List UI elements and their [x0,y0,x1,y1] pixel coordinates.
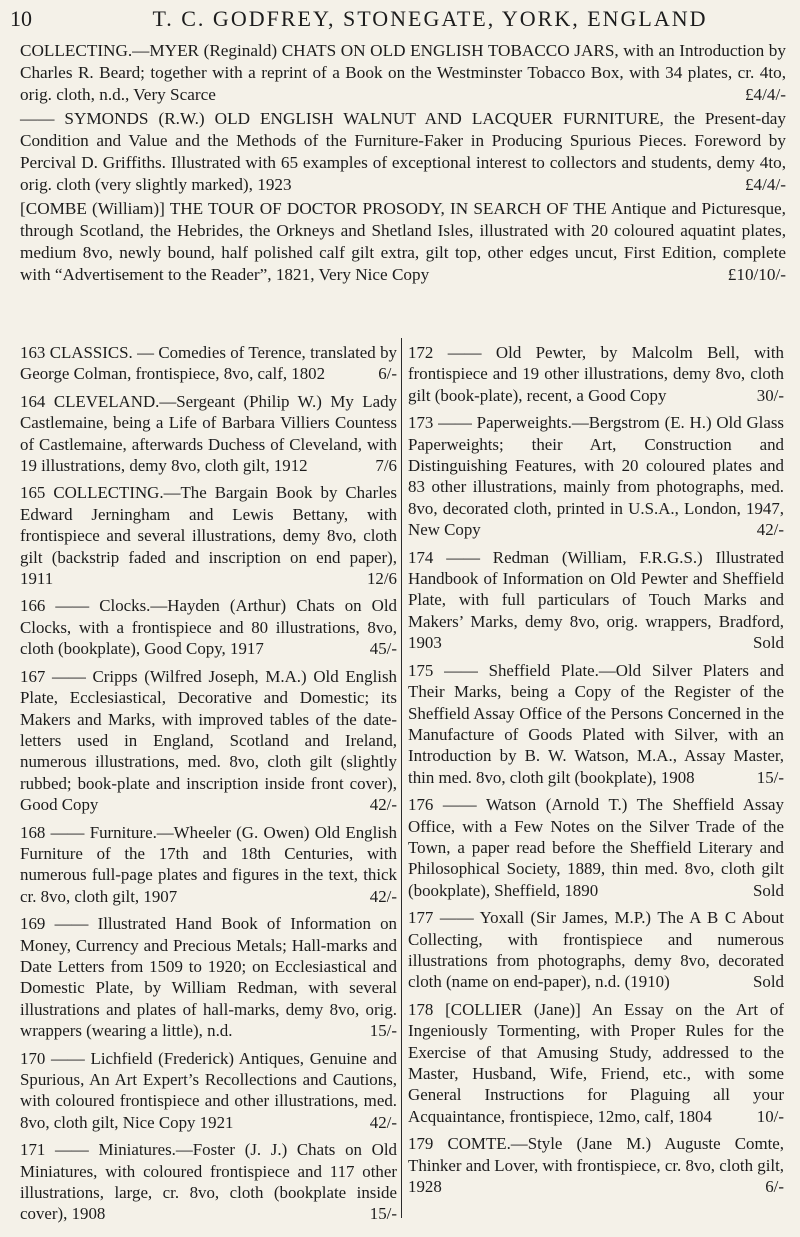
wide-entry [20,40,786,106]
page-header [10,4,790,38]
entry-heading: [COMBE (William)] THE TOUR OF DOCTOR PROSODY, IN SEARCH OF THE [20,199,607,218]
wide-entries [20,40,786,288]
page-number: 10 [10,6,32,31]
entry-price: 15/- [756,767,784,787]
entry-text: CLEVELAND.—Sergeant (Philip W.) My Lady Castlemaine, being a Life of Barbara Villiers Countess of Castlemaine, afterwards Duchess of Cleveland, with 19 illustrations, demy 8vo, cloth gilt, 1912 [20,391,397,476]
catalogue-entry [408,907,784,993]
entry-price: £4/4/- [744,85,786,104]
lot-number: 167 [20,666,46,686]
entry-body: an Introduction by Charles R. Beard; together with a reprint of a Book on the Westminster Tobacco Box, with 34 plates, cr. 4to, orig. cloth, n.d., Very Scarce [20,41,786,104]
lot-number: 177 [408,908,434,928]
entry-text: —— Furniture.—Wheeler (G. Owen) Old English Furniture of the 17th and 18th Centuries, with numerous full-page plates and figures in the text, thick cr. 8vo, cloth gilt, 1907 [20,822,397,906]
entry-price: 42/- [756,520,784,540]
entry-text: [COLLIER (Jane)] An Essay on the Art of Ingeniously Tormenting, with Proper Rules for the Exercise of that Amusing Study, addressed to the Master, Husband, Wife, Friend, etc., with some General Instructions for Plaguing all your Acquaintance, frontispiece, 12mo, calf, 1804 [408,999,784,1126]
wide-entry [20,198,786,286]
entry-text: CLASSICS. — Comedies of Terence, translated by George Colman, frontispiece, 8vo, calf, 1802 [20,343,397,384]
running-head: T. C. GODFREY, STONEGATE, YORK, ENGLAND [152,6,708,31]
lot-number: 175 [408,660,434,680]
entry-text: —— Lichfield (Frederick) Antiques, Genuine and Spurious, An Art Expert’s Recollections and Cautions, with coloured frontispiece and other illustrations, med. 8vo, cloth gilt, Nice Copy 1921 [20,1048,397,1132]
entry-price: 45/- [369,639,397,659]
entry-price: Sold [753,972,784,992]
entry-price: 7/6 [375,456,397,476]
entry-text: —— Watson (Arnold T.) The Sheffield Assay Office, with a Few Notes on the Silver Trade of the Town, a paper read before the Sheffield Literary and Philosophical Society, 1889, thin med. 8vo, cloth gilt (bookplate), Sheffield, 1890 [408,795,784,900]
entry-text: —— Illustrated Hand Book of Information on Money, Currency and Precious Metals; Hall-marks and Date Letters from 1509 to 1920; on Ecclesiastical and Domestic Plate, by William Redman, with several illustrations and plates of hall-marks, demy 8vo, orig. wrappers (wearing a little), n.d. [20,914,397,1041]
lot-number: 164 [20,391,46,411]
lot-number: 163 [20,343,46,362]
catalogue-entry [20,391,397,477]
entry-text: COLLECTING.—The Bargain Book by Charles Edward Jerningham and Lewis Bettany, with frontispiece and several illustrations, demy 8vo, cloth gilt (backstrip faded and inscription on end paper), 1911 [20,483,397,589]
entry-text: —— Yoxall (Sir James, M.P.) The A B C About Collecting, with frontispiece and numerous illustrations from photographs, demy 8vo, decorated cloth (name on end-paper), n.d. (1910) [408,908,784,992]
entry-text: COMTE.—Style (Jane M.) Auguste Comte, Thinker and Lover, with frontispiece, cr. 8vo, cloth gilt, 1928 [408,1134,784,1197]
catalogue-entry [20,482,397,589]
wide-entry [20,108,786,196]
lot-number: 179 [408,1134,434,1154]
entry-price: £4/4/- [744,175,786,194]
catalogue-entry [408,1133,784,1197]
catalogue-entry [408,547,784,654]
entry-body: Antique and Picturesque, through Scotland, the Hebrides, the Orkneys and Shetland Isles, illustrated with 20 coloured aquatint plates, medium 8vo, newly bound, half polished calf gilt extra, gilt top, other edges uncut, First Edition, complete with “Advertisement to the Reader”, 1821, Very Nice Copy [20,199,786,284]
entry-price: 15/- [369,1204,397,1224]
entry-price: 15/- [369,1021,397,1041]
catalogue-entry [20,666,397,816]
entry-price: Sold [753,633,784,653]
entry-price: Sold [753,880,784,900]
right-column [408,342,784,1203]
left-column [20,342,397,1231]
entry-heading: —— SYMONDS (R.W.) OLD ENGLISH WALNUT AND LACQUER FURNITURE, the [20,109,695,128]
entry-price: 42/- [369,886,397,906]
lot-number: 176 [408,795,434,815]
catalogue-entry [20,595,397,659]
entry-text: —— Cripps (Wilfred Joseph, M.A.) Old English Plate, Ecclesiastical, Decorative and Domestic; its Makers and Marks, with improved tables of the date-letters used in England, Scotland and Ireland, numerous illustrations, med. 8vo, cloth gilt (slightly rubbed; book-plate and inscription inside front cover), Good Copy [20,666,397,815]
lot-number: 168 [20,822,46,842]
entry-text: —— Miniatures.—Foster (J. J.) Chats on Old Miniatures, with coloured frontispiece and 117 other illustrations, large, cr. 8vo, cloth (bookplate inside cover), 1908 [20,1140,397,1224]
lot-number: 174 [408,547,434,567]
lot-number: 169 [20,914,46,934]
entry-price: 6/- [378,364,397,384]
catalogue-entry [20,1139,397,1225]
lot-number: 165 [20,483,46,503]
catalogue-entry [20,1048,397,1134]
entry-heading: COLLECTING.—MYER (Reginald) CHATS ON OLD ENGLISH TOBACCO JARS, with [20,41,654,60]
entry-price: £10/10/- [727,265,786,284]
entry-price: 30/- [756,385,784,405]
entry-price: 42/- [369,1112,397,1132]
lot-number: 166 [20,596,46,616]
catalogue-entry [20,822,397,908]
catalogue-entry [408,412,784,540]
entry-text: —— Paperweights.—Bergstrom (E. H.) Old Glass Paperweights; their Art, Construction and Distinguishing Features, with 20 coloured plates and 83 other illustrations, mainly from photographs, med. 8vo, decorated cloth, printed in U.S.A., London, 1947, New Copy [408,413,784,540]
entry-text: —— Redman (William, F.R.G.S.) Illustrated Handbook of Information on Old Pewter and Sheffield Plate, with full particulars of Touch Marks and Makers’ Marks, demy 8vo, orig. wrappers, Bradford, 1903 [408,547,784,653]
entry-price: 42/- [369,795,397,815]
catalogue-entry [408,794,784,901]
catalogue-entry [20,913,397,1041]
catalogue-entry [408,342,784,406]
entry-price: 12/6 [366,569,397,589]
lot-number: 171 [20,1140,46,1160]
lot-number: 178 [408,999,434,1019]
catalogue-entry [408,660,784,788]
column-divider [401,338,402,1218]
entry-text: —— Old Pewter, by Malcolm Bell, with frontispiece and 19 other illustrations, demy 8vo, cloth gilt (book-plate), recent, a Good Copy [408,343,784,405]
catalogue-entry [408,999,784,1127]
entry-price: 10/- [756,1106,784,1126]
entry-text: —— Sheffield Plate.—Old Silver Platers and Their Marks, being a Copy of the Register of the Sheffield Assay Office of the Persons Concerned in the Manufacture of Goods Plated with Silver, with an Introduction by B. W. Watson, M.A., Assay Master, thin med. 8vo, cloth gilt (bookplate), 1908 [408,660,784,787]
lot-number: 173 [408,413,434,433]
lot-number: 172 [408,343,434,362]
entry-body: Present-day Condition and Value and the Methods of the Furniture-Faker in Producing Spurious Pieces. Foreword by Percival D. Griffiths. Illustrated with 65 examples of exceptional interest to collectors and students, demy 4to, orig. cloth (very slightly marked), 1923 [20,109,787,194]
entry-text: —— Clocks.—Hayden (Arthur) Chats on Old Clocks, with a frontispiece and 80 illustrations, 8vo, cloth (bookplate), Good Copy, 1917 [20,596,397,659]
entry-price: 6/- [765,1177,784,1197]
catalogue-entry [20,342,397,385]
lot-number: 170 [20,1048,46,1068]
